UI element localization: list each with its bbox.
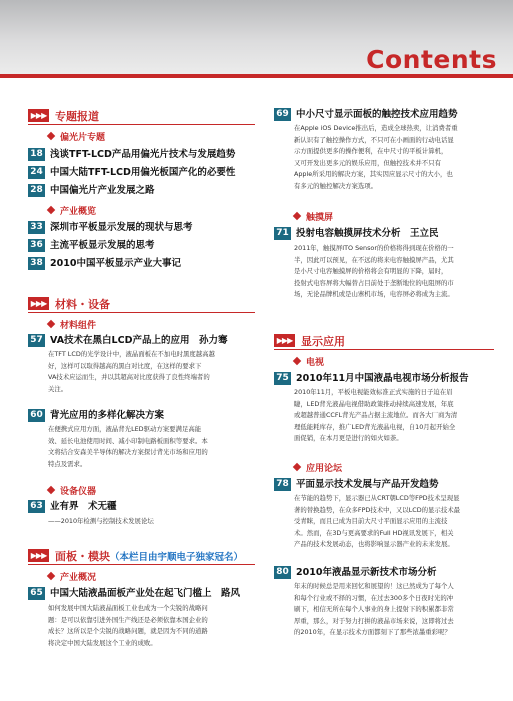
header-rule bbox=[0, 74, 513, 78]
page-title: Contents bbox=[366, 45, 497, 74]
entry-title: 投射电容触摸屏技术分析 王立民 bbox=[296, 228, 439, 239]
entry-summary: 2011年，触摸屏ITO Sensor的价格将得到现在价格的一 半，因此可以预见，在不远的将来电容触摸屏产品，尤其 是小尺寸电容触摸屏的价格将会有明显的下降，届时， 投射式电容屏将大幅替占目前处于垄断地位的电阻屏的市 场，无论品牌机或是山寨机市场，电容屏必将成为主流。 bbox=[294, 244, 454, 299]
diamond-icon bbox=[293, 463, 301, 471]
arrow-icon: ▶▶▶ bbox=[28, 549, 49, 562]
subsection-label: 电视 bbox=[294, 355, 324, 367]
entry-summary: 在TFT LCD的光学设计中，液晶面板在不加电时黑度越高越 好，这样可以取得越高的黑白对比度，在这样的要求下 VA技术应运而生，并以其超高对比度获得了良性终端者的 关注。 bbox=[48, 350, 215, 393]
page-number: 28 bbox=[28, 184, 45, 197]
entry-summary: 在节能的趋势下，显示器已从CRT朝LCD等FPD技术呈现显 著的替换趋势，在众多FPD技术中，又以LCD的显示技术最 受青睐，而且已成为目前大尺寸平面显示应用的主流技 术。然而，在3D与更高要求的Full HD视讯发展下，相关 产品的技术发展动态，也将影响显示器产业的未来发展。 bbox=[294, 494, 460, 549]
entry-title: 2010年11月中国液晶电视市场分析报告 bbox=[296, 373, 469, 384]
entry-title: 背光应用的多样化解决方案 bbox=[50, 410, 165, 421]
subsection-label: 产业概况 bbox=[48, 570, 96, 582]
subsection-label: 应用论坛 bbox=[294, 461, 342, 473]
diamond-icon bbox=[47, 486, 55, 494]
page-number: 36 bbox=[28, 239, 45, 252]
page-number: 33 bbox=[28, 221, 45, 234]
toc-entry[interactable] bbox=[28, 500, 255, 513]
entry-title: 浅谈TFT-LCD产品用偏光片技术与发展趋势 bbox=[50, 149, 236, 160]
toc-entry[interactable] bbox=[274, 566, 494, 579]
section-header bbox=[274, 334, 494, 347]
toc-entry[interactable] bbox=[28, 166, 255, 179]
diamond-icon bbox=[47, 132, 55, 140]
entry-summary: 年末的时候总是用来回忆和展望的！这已然成为了每个人 和每个行业或不择的习惯，在过去300多个日夜时光的冲 刷下，相信无所在每个人事业的身上提射下的积累都非常 厚重，那么，对于努力打拼的液晶市场来说，这即将过去 的2010年，在显示技术方面都刻下了那些浓墨重彩呢？ bbox=[294, 582, 454, 637]
page-number: 63 bbox=[28, 500, 45, 513]
toc-entry[interactable] bbox=[28, 221, 255, 234]
entry-summary: 在便携式应用方面，液晶背光LED驱动方案要满足高能 效、延长电池使用时间、减小印制电路板面积等要求。本 文将结合安森美半导体的解决方案探讨背光市场和应用的 特点及需求。 bbox=[48, 425, 208, 468]
page-number: 57 bbox=[28, 334, 45, 347]
section-rule bbox=[28, 124, 255, 125]
section-rule bbox=[274, 349, 494, 350]
subsection-label: 材料组件 bbox=[48, 318, 96, 330]
section-title: 面板・模块（本栏目由宇顺电子独家冠名） bbox=[55, 550, 244, 563]
entry-title: 平面显示技术发展与产品开发趋势 bbox=[296, 479, 439, 490]
page-number: 78 bbox=[274, 478, 291, 491]
subsection-label: 产业概览 bbox=[48, 204, 96, 216]
entry-title: 深圳市平板显示发展的现状与思考 bbox=[50, 222, 193, 233]
entry-title: 业有界 术无疆 bbox=[50, 501, 117, 512]
entry-title: 中小尺寸显示面板的触控技术应用趋势 bbox=[296, 109, 458, 120]
diamond-icon bbox=[293, 357, 301, 365]
toc-entry[interactable] bbox=[28, 257, 255, 270]
toc-entry[interactable] bbox=[28, 409, 255, 422]
arrow-icon: ▶▶▶ bbox=[28, 109, 49, 122]
entry-title: 2010年液晶显示新技术市场分析 bbox=[296, 567, 437, 578]
page-number: 60 bbox=[28, 409, 45, 422]
section-header bbox=[28, 109, 255, 122]
entry-title: VA技术在黑白LCD产品上的应用 孙力骞 bbox=[50, 335, 228, 346]
toc-entry[interactable] bbox=[28, 148, 255, 161]
toc-entry[interactable] bbox=[28, 587, 255, 600]
page-number: 80 bbox=[274, 566, 291, 579]
diamond-icon bbox=[47, 206, 55, 214]
page-number: 38 bbox=[28, 257, 45, 270]
toc-entry[interactable] bbox=[28, 184, 255, 197]
page-number: 69 bbox=[274, 108, 291, 121]
toc-entry[interactable] bbox=[274, 478, 494, 491]
section-header bbox=[28, 297, 255, 310]
toc-entry[interactable] bbox=[28, 239, 255, 252]
section-rule bbox=[28, 312, 255, 313]
entry-summary: 在Apple iOS Device推出后，造成全球热卖，让消费者重 新认识有了触控操作方式，不只可在小画面的行动电话显 示方面提供更多的操作便利，在中尺寸的平板计算机， 又可开发出更多元的娱乐应用，但触控技术并不只有 Apple所采用的解决方案，其实因应显示尺寸的大小，也 有多元的触控解决方案选项。 bbox=[294, 124, 458, 190]
diamond-icon bbox=[293, 212, 301, 220]
entry-title: 主流平板显示发展的思考 bbox=[50, 240, 155, 251]
entry-summary: 如何发展中国大陆液晶面板工业也成为一个尖锐的战略问 题：是可以依靠引进外国生产线还是必须依靠本国企业的 成长？这所以是个尖锐的战略问题，就是因为不同的道路 将决定中国大陆发展这个工业的成败。 bbox=[48, 604, 208, 647]
toc-entry[interactable] bbox=[274, 227, 494, 240]
toc-entry[interactable] bbox=[28, 334, 255, 347]
section-title: 材料・设备 bbox=[55, 298, 110, 311]
section-sponsor-note: （本栏目由宇顺电子独家冠名） bbox=[110, 552, 244, 563]
section-title: 专题报道 bbox=[55, 110, 99, 123]
section-title: 显示应用 bbox=[301, 335, 345, 348]
diamond-icon bbox=[47, 320, 55, 328]
arrow-icon: ▶▶▶ bbox=[274, 334, 295, 347]
subsection-label: 偏光片专题 bbox=[48, 130, 105, 142]
page-number: 71 bbox=[274, 227, 291, 240]
section-rule bbox=[28, 564, 255, 565]
entry-title: 中国偏光片产业发展之路 bbox=[50, 185, 155, 196]
section-header bbox=[28, 549, 255, 562]
entry-summary: 2010年11月，平板电视能效标准正式实施的日子迫在眉 睫，LED背光液晶电视借助政策推动持续高速发展，年底 或超越普通CCFL背光产品占据主流地位。而各大厂商为清 理低能耗库存，推广LED背光液晶电视，自10月起开始全 面促销，在本月更是进行的如火如荼。 bbox=[294, 388, 458, 443]
page-number: 18 bbox=[28, 148, 45, 161]
diamond-icon bbox=[47, 572, 55, 580]
entry-title: 中国大陆TFT-LCD用偏光板国产化的必要性 bbox=[50, 167, 236, 178]
subsection-label: 设备仪器 bbox=[48, 484, 96, 496]
toc-entry[interactable] bbox=[274, 108, 494, 121]
entry-summary: ——2010年检测与控制技术发展论坛 bbox=[48, 517, 154, 525]
page-number: 24 bbox=[28, 166, 45, 179]
arrow-icon: ▶▶▶ bbox=[28, 297, 49, 310]
subsection-label: 触摸屏 bbox=[294, 210, 333, 222]
toc-entry[interactable] bbox=[274, 372, 494, 385]
entry-title: 2010中国平板显示产业大事记 bbox=[50, 258, 181, 269]
page-number: 65 bbox=[28, 587, 45, 600]
page-number: 75 bbox=[274, 372, 291, 385]
entry-title: 中国大陆液晶面板产业处在起飞门槛上 路风 bbox=[50, 588, 241, 599]
